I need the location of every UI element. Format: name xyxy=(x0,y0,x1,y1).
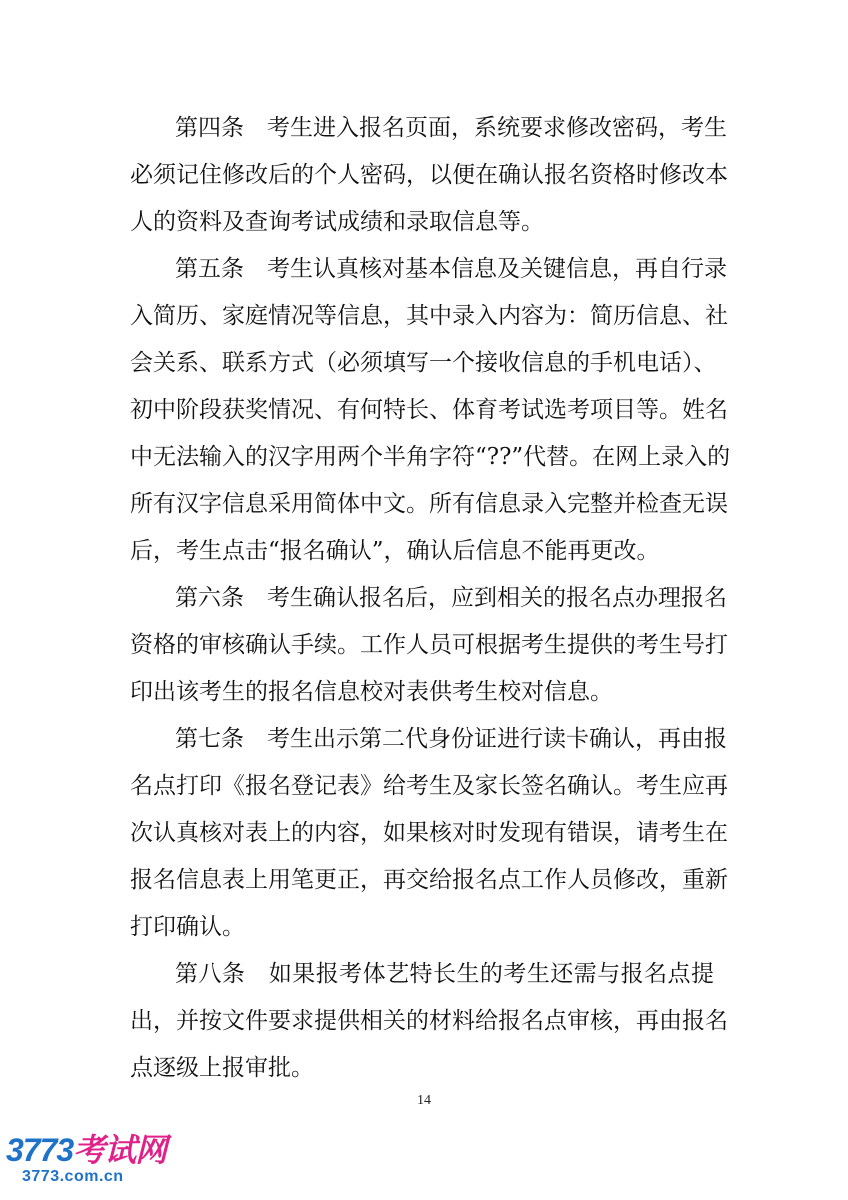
article-4-line-3: 人的资料及查询考试成绩和录取信息等。 xyxy=(130,209,544,235)
article-6-line-3: 印出该考生的报名信息校对表供考生校对信息。 xyxy=(130,679,613,705)
article-8-line-1: 第八条 如果报考体艺特长生的考生还需与报名点提 xyxy=(175,961,714,987)
article-7-line-5: 打印确认。 xyxy=(130,914,245,940)
article-4-line-1: 第四条 考生进入报名页面，系统要求修改密码，考生 xyxy=(175,115,727,141)
article-7-line-3: 次认真核对表上的内容，如果核对时发现有错误，请考生在 xyxy=(130,820,728,846)
watermark-logo-name: 考试网 xyxy=(73,1132,167,1168)
article-5-line-7: 后，考生点击“报名确认”，确认后信息不能再更改。 xyxy=(130,538,660,564)
article-6-line-2: 资格的审核确认手续。工作人员可根据考生提供的考生号打 xyxy=(130,632,728,658)
article-5-line-4: 初中阶段获奖情况、有何特长、体育考试选考项目等。姓名 xyxy=(130,397,728,423)
article-8-line-2: 出，并按文件要求提供相关的材料给报名点审核，再由报名 xyxy=(130,1008,728,1034)
page-number: 14 xyxy=(417,1093,431,1108)
article-6-line-1: 第六条 考生确认报名后，应到相关的报名点办理报名 xyxy=(175,585,727,611)
site-watermark-logo xyxy=(6,1132,186,1190)
watermark-logo-number: 3773 xyxy=(6,1132,74,1168)
watermark-logo-text xyxy=(6,1132,166,1168)
watermark-url: 3773.com.cn xyxy=(22,1168,124,1185)
article-5-line-3: 会关系、联系方式（必须填写一个接收信息的手机电话）、 xyxy=(130,350,717,376)
article-8-line-3: 点逐级上报审批。 xyxy=(130,1055,314,1081)
article-7-line-2: 名点打印《报名登记表》给考生及家长签名确认。考生应再 xyxy=(130,773,728,799)
article-5-line-6: 所有汉字信息采用简体中文。所有信息录入完整并检查无误 xyxy=(130,491,728,517)
article-7-line-1: 第七条 考生出示第二代身份证进行读卡确认，再由报 xyxy=(175,726,727,752)
article-5-line-2: 入简历、家庭情况等信息，其中录入内容为：简历信息、社 xyxy=(130,303,728,329)
article-5-line-1: 第五条 考生认真核对基本信息及关键信息，再自行录 xyxy=(175,256,727,282)
article-4-line-2: 必须记住修改后的个人密码，以便在确认报名资格时修改本 xyxy=(130,162,728,188)
article-5-line-5: 中无法输入的汉字用两个半角字符“??”代替。在网上录入的 xyxy=(130,444,731,470)
article-7-line-4: 报名信息表上用笔更正，再交给报名点工作人员修改，重新 xyxy=(130,867,728,893)
